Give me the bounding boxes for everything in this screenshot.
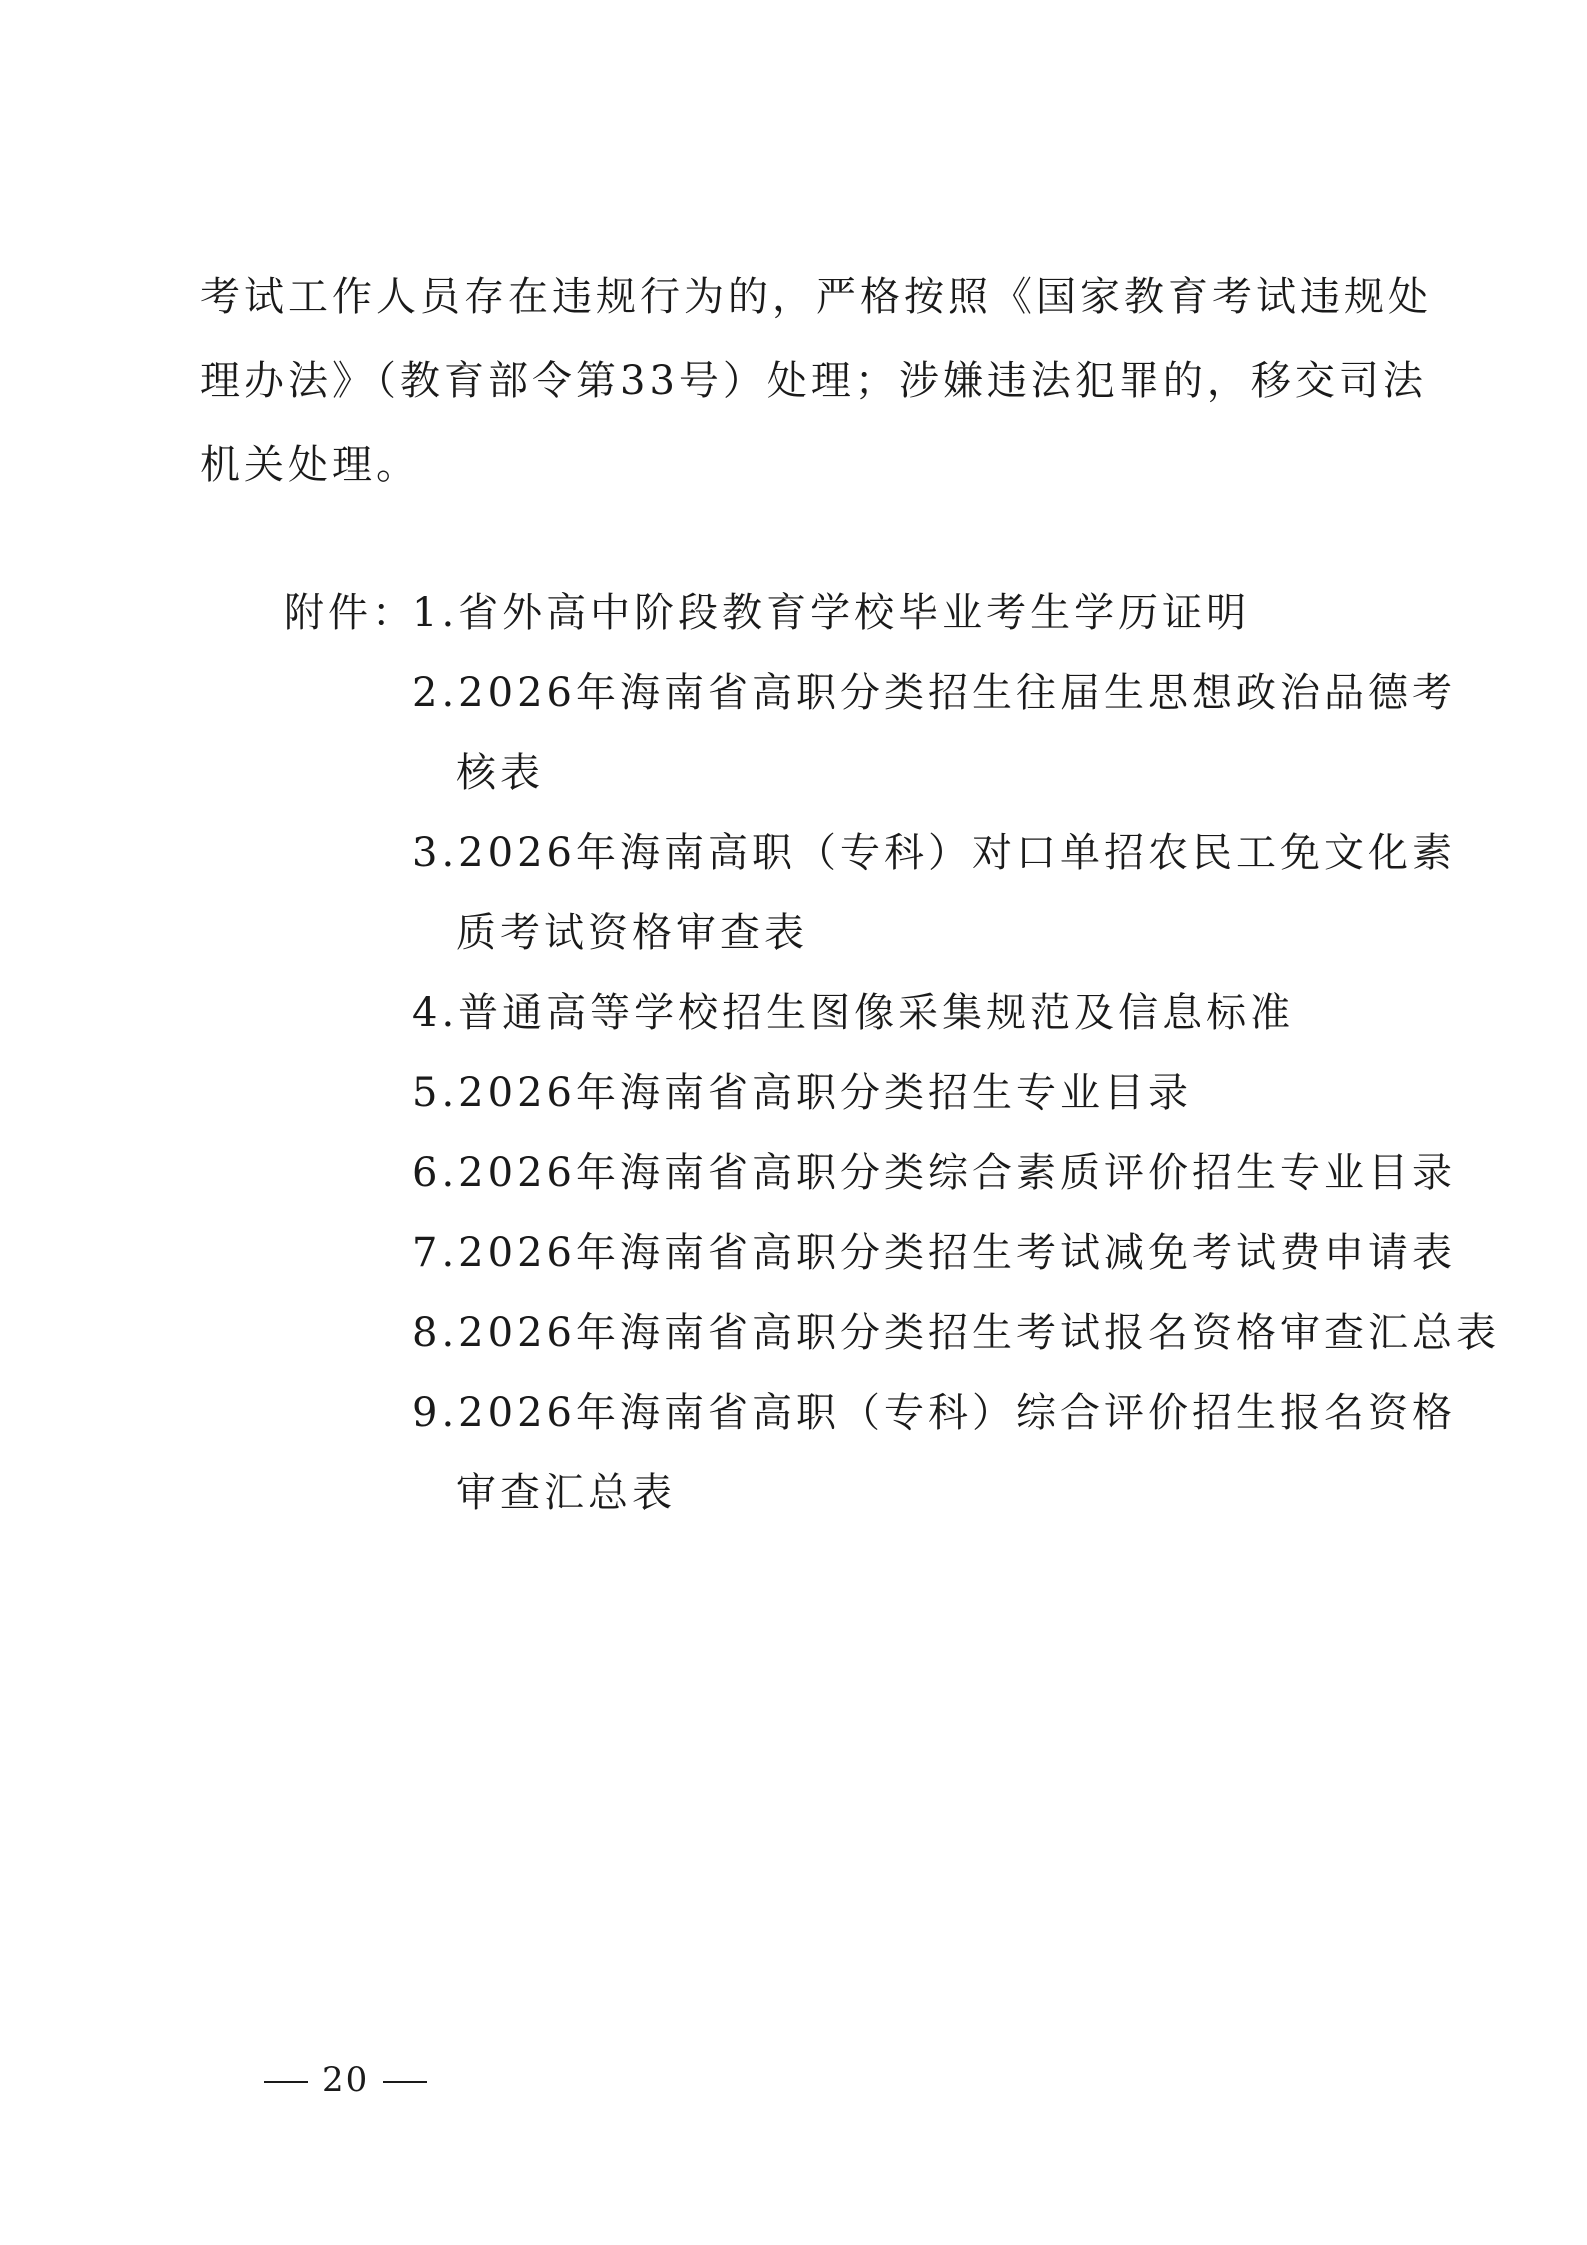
attachment-line: 3.2026年海南高职（专科）对口单招农民工免文化素 — [412, 830, 1456, 876]
attachment-line: 6.2026年海南省高职分类综合素质评价招生专业目录 — [412, 1150, 1456, 1196]
attachments-label: 附件： — [284, 590, 416, 636]
attachment-line: 7.2026年海南省高职分类招生考试减免考试费申请表 — [412, 1230, 1456, 1276]
body-line: 理办法》（教育部令第33号）处理；涉嫌违法犯罪的，移交司法 — [200, 358, 1427, 404]
attachment-item-2 — [412, 653, 1456, 813]
attachment-item-1 — [412, 573, 1412, 653]
body-line: 考试工作人员存在违规行为的，严格按照《国家教育考试违规处 — [200, 274, 1432, 320]
attachment-line-continuation: 审查汇总表 — [456, 1470, 676, 1516]
attachment-line: 5.2026年海南省高职分类招生专业目录 — [412, 1070, 1192, 1116]
footer-dash-left — [264, 2081, 308, 2083]
body-line: 机关处理。 — [200, 442, 420, 488]
page-footer — [250, 2060, 441, 2100]
page-number: 20 — [322, 2060, 370, 2100]
attachment-item-6 — [412, 1133, 1456, 1213]
attachments-list — [412, 573, 1500, 1533]
attachment-line: 4.普通高等学校招生图像采集规范及信息标准 — [412, 990, 1295, 1036]
attachment-line: 9.2026年海南省高职（专科）综合评价招生报名资格 — [412, 1390, 1456, 1436]
attachment-item-3 — [412, 813, 1456, 973]
attachment-item-7 — [412, 1213, 1456, 1293]
attachment-line-continuation: 核表 — [456, 750, 544, 796]
attachment-line: 2.2026年海南省高职分类招生往届生思想政治品德考 — [412, 670, 1456, 716]
attachment-item-5 — [412, 1053, 1412, 1133]
attachment-item-4 — [412, 973, 1412, 1053]
attachment-item-8 — [412, 1293, 1500, 1373]
body-paragraph — [200, 255, 1432, 507]
attachment-line: 1.省外高中阶段教育学校毕业考生学历证明 — [412, 590, 1251, 636]
footer-dash-right — [383, 2081, 427, 2083]
attachment-line: 8.2026年海南省高职分类招生考试报名资格审查汇总表 — [412, 1310, 1500, 1356]
attachment-item-9 — [412, 1373, 1456, 1533]
attachment-line-continuation: 质考试资格审查表 — [456, 910, 808, 956]
